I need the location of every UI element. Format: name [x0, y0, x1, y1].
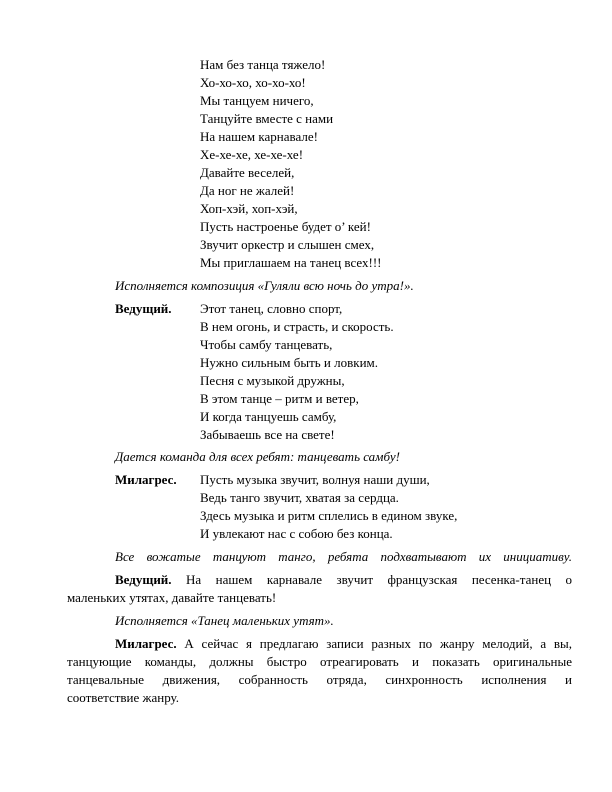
- verse-line: На нашем карнавале!: [200, 129, 318, 144]
- speech-line: Здесь музыка и ритм сплелись в едином звуке,: [200, 508, 458, 523]
- verse-line: Да ног не жалей!: [200, 183, 295, 198]
- paragraph-line: маленьких утятах, давайте танцевать!: [67, 590, 277, 605]
- paragraph-line: [115, 572, 572, 588]
- verse-line: Мы танцуем ничего,: [200, 93, 314, 108]
- verse-line: Танцуйте вместе с нами: [200, 111, 334, 126]
- stage-direction: Исполняется «Танец маленьких утят».: [115, 613, 334, 628]
- paragraph-line: соответствие жанру.: [67, 690, 180, 705]
- speech-line: Пусть музыка звучит, волнуя наши души,: [200, 472, 430, 487]
- speech-line: И увлекают нас с собою без конца.: [200, 526, 393, 541]
- speech-line: Чтобы самбу танцевать,: [200, 337, 333, 352]
- verse-line: Хоп-хэй, хоп-хэй,: [200, 201, 298, 216]
- verse-line: Хе-хе-хе, хе-хе-хе!: [200, 147, 304, 162]
- verse-line: Пусть настроенье будет о’ кей!: [200, 219, 371, 234]
- speech-line: Песня с музыкой дружны,: [200, 373, 345, 388]
- speech-line: Забываешь все на свете!: [200, 427, 335, 442]
- verse-line: Нам без танца тяжело!: [200, 57, 326, 72]
- speaker-name: Милагрес.: [115, 472, 177, 487]
- speech-line: В этом танце – ритм и ветер,: [200, 391, 359, 406]
- stage-direction: Дается команда для всех ребят: танцевать самбу!: [115, 449, 400, 464]
- stage-direction: Исполняется композиция «Гуляли всю ночь до утра!».: [115, 278, 414, 293]
- verse-line: Звучит оркестр и слышен смех,: [200, 237, 375, 252]
- speaker-name: Ведущий.: [115, 301, 172, 316]
- speech-line: Нужно сильным быть и ловким.: [200, 355, 379, 370]
- paragraph-line: танцующие команды, должны быстро отреагировать и показать оригинальные: [67, 654, 572, 669]
- paragraph-line: [115, 636, 572, 652]
- verse-line: Мы приглашаем на танец всех!!!: [200, 255, 382, 270]
- speech-line: И когда танцуешь самбу,: [200, 409, 337, 424]
- speech-line: Этот танец, словно спорт,: [200, 301, 343, 316]
- stage-direction: Все вожатые танцуют танго, ребята подхватывают их инициативу.: [115, 549, 572, 564]
- paragraph-text: А сейчас я предлагаю записи разных по жанру мелодий, а вы,: [184, 636, 573, 651]
- speaker-name: Ведущий.: [115, 572, 172, 587]
- speaker-name: Милагрес.: [115, 636, 177, 651]
- speech-line: Ведь танго звучит, хватая за сердца.: [200, 490, 399, 505]
- paragraph-line: танцевальные движения, собранность отряда, синхронность исполнения и: [67, 672, 572, 687]
- verse-line: Давайте веселей,: [200, 165, 295, 180]
- paragraph-text: На нашем карнавале звучит французская песенка-танец о: [186, 572, 572, 587]
- speech-line: В нем огонь, и страсть, и скорость.: [200, 319, 394, 334]
- verse-line: Хо-хо-хо, хо-хо-хо!: [200, 75, 306, 90]
